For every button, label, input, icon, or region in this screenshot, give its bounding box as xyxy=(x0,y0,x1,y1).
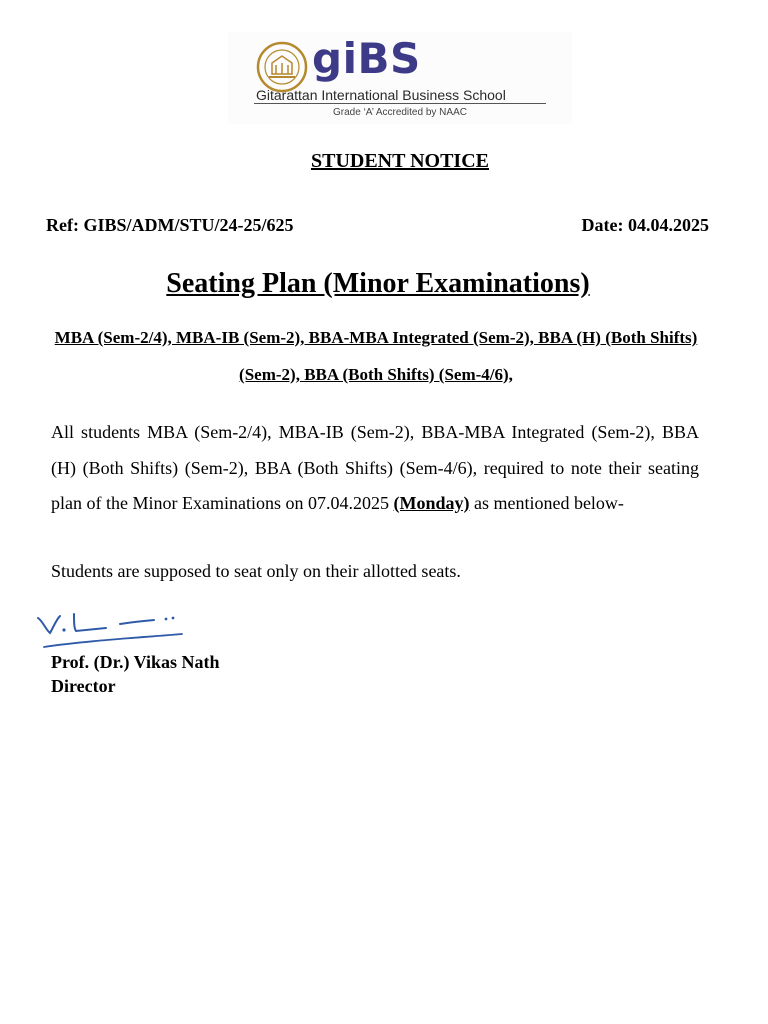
exam-day: (Monday) xyxy=(393,493,470,513)
notice-heading: STUDENT NOTICE xyxy=(310,150,490,172)
body-text-end: as mentioned below- xyxy=(469,493,624,513)
notice-body xyxy=(51,415,699,522)
handwritten-signature xyxy=(34,600,184,652)
signatory-name: Prof. (Dr.) Vikas Nath xyxy=(51,652,220,672)
institution-logo xyxy=(228,32,572,124)
program-list: MBA (Sem-2/4), MBA-IB (Sem-2), BBA-MBA Integrated (Sem-2), BBA (H) (Both Shifts) (Sem-2), BBA (Both Shifts) (Sem-4/6), xyxy=(54,328,698,384)
accreditation-text: Grade ‘A’ Accredited by NAAC xyxy=(333,107,467,118)
logo-divider xyxy=(254,103,546,104)
notice-date: Date: 04.04.2025 xyxy=(581,215,709,235)
school-name: Gitarattan International Business School xyxy=(256,87,506,103)
body-text-start: All students MBA (Sem-2/4), MBA-IB (Sem-2), BBA-MBA Integrated (Sem-2), BBA (H) (Both Shifts) (Sem-2), BBA (Both Shifts) (Sem-4/6), required to note their seating plan of the Minor Examinations on 07.04.2025 xyxy=(51,422,699,513)
institution-seal-icon xyxy=(256,41,308,93)
reference-number: Ref: GIBS/ADM/STU/24-25/625 xyxy=(46,215,294,235)
brand-name: giBS xyxy=(312,34,421,83)
seat-instruction: Students are supposed to seat only on their allotted seats. xyxy=(51,561,461,581)
signatory-title: Director xyxy=(51,676,116,696)
seating-plan-title: Seating Plan (Minor Examinations) xyxy=(166,268,590,299)
